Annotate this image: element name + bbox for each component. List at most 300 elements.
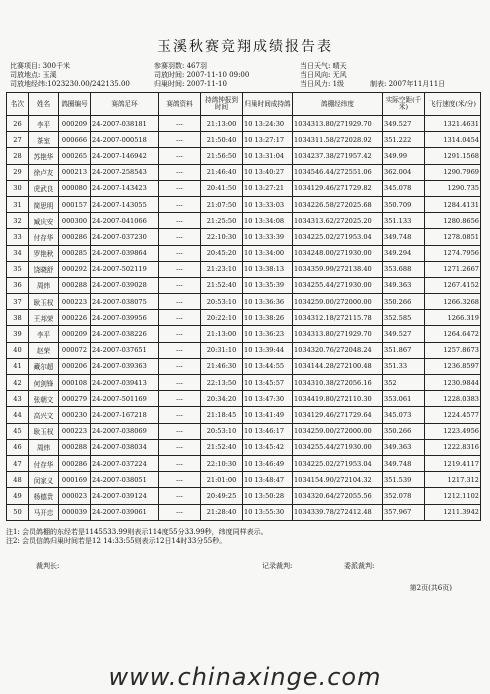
name-cell: 付存华 <box>29 229 59 245</box>
results-table <box>6 92 481 521</box>
coords-cell: 1034154.90/272104.32 <box>293 472 383 488</box>
info-cell: --- <box>159 439 201 455</box>
rank-cell: 26 <box>7 116 29 132</box>
distance-cell: 351.133 <box>383 213 425 229</box>
info-cell: --- <box>159 196 201 212</box>
clock-time-cell: 22:10:30 <box>201 229 243 245</box>
rank-cell: 43 <box>7 391 29 407</box>
info-cell: --- <box>159 358 201 374</box>
arrival-time-cell: 10 13:27:17 <box>243 132 293 148</box>
band-cell: 24-2007-146942 <box>91 148 159 164</box>
rank-cell: 37 <box>7 294 29 310</box>
info-cell: --- <box>159 116 201 132</box>
coords-cell: 1034419.80/272110.30 <box>293 391 383 407</box>
clock-time-cell: 20:49:25 <box>201 488 243 504</box>
name-cell: 耿玉权 <box>29 423 59 439</box>
footnote-2: 注2: 会员信鸽归巢时间若是12 14:33:55则表示12日14时33分55秒。 <box>6 537 227 545</box>
rank-cell: 30 <box>7 180 29 196</box>
name-cell: 杨德贵 <box>29 488 59 504</box>
report-title: 玉溪秋赛竞翔成绩报告表 <box>157 39 333 55</box>
info-cell: --- <box>159 342 201 358</box>
name-cell: 臧庆安 <box>29 213 59 229</box>
name-cell: 闵家义 <box>29 472 59 488</box>
arrival-time-cell: 10 13:41:49 <box>243 407 293 423</box>
band-cell: 24-2007-167218 <box>91 407 159 423</box>
clock-time-cell: 20:41:50 <box>201 180 243 196</box>
info-cell: --- <box>159 213 201 229</box>
ring-id-cell: 000230 <box>59 407 91 423</box>
delegate-referee-label: 委派裁判: <box>344 562 375 570</box>
distance-cell: 350.266 <box>383 294 425 310</box>
band-cell: 24-2007-038181 <box>91 116 159 132</box>
name-cell: 徐卢友 <box>29 164 59 180</box>
distance-cell: 349.363 <box>383 439 425 455</box>
info-cell: --- <box>159 164 201 180</box>
rank-cell: 39 <box>7 326 29 342</box>
band-cell: 24-2007-143423 <box>91 180 159 196</box>
distance-cell: 349.527 <box>383 116 425 132</box>
ring-id-cell: 000023 <box>59 488 91 504</box>
clock-time-cell: 20:22:10 <box>201 310 243 326</box>
distance-cell: 349.294 <box>383 245 425 261</box>
name-cell: 耿玉权 <box>29 294 59 310</box>
name-cell: 罗艳秋 <box>29 245 59 261</box>
ring-id-cell: 000080 <box>59 180 91 196</box>
speed-cell: 1224.4577 <box>425 407 481 423</box>
meta-race-item: 比赛项目: 300千米 <box>10 62 70 70</box>
table-row <box>7 245 481 261</box>
ring-id-cell: 000223 <box>59 423 91 439</box>
rank-cell: 49 <box>7 488 29 504</box>
coords-cell: 1034225.02/271953.04 <box>293 229 383 245</box>
clock-time-cell: 21:52:40 <box>201 439 243 455</box>
name-cell: 苏艳华 <box>29 148 59 164</box>
clock-time-cell: 20:34:20 <box>201 391 243 407</box>
coords-cell: 1034259.00/272000.00 <box>293 294 383 310</box>
distance-cell: 349.363 <box>383 277 425 293</box>
table-row <box>7 488 481 504</box>
name-cell: 张朝文 <box>29 391 59 407</box>
distance-cell: 362.004 <box>383 164 425 180</box>
meta-release-place: 司放地点: 玉溪 <box>10 71 57 79</box>
speed-cell: 1280.8656 <box>425 213 481 229</box>
rank-cell: 42 <box>7 375 29 391</box>
speed-cell: 1257.8673 <box>425 342 481 358</box>
coords-cell: 1034259.00/272000.00 <box>293 423 383 439</box>
info-cell: --- <box>159 148 201 164</box>
ring-id-cell: 000226 <box>59 310 91 326</box>
speed-cell: 1222.8316 <box>425 439 481 455</box>
meta-column-1 <box>10 62 130 89</box>
band-cell: 24-2007-258543 <box>91 164 159 180</box>
rank-cell: 32 <box>7 213 29 229</box>
name-cell: 马开忠 <box>29 504 59 520</box>
distance-cell: 345.073 <box>383 407 425 423</box>
column-header: 实际空距(千米) <box>383 93 425 116</box>
band-cell: 24-2007-038069 <box>91 423 159 439</box>
arrival-time-cell: 10 13:38:13 <box>243 261 293 277</box>
arrival-time-cell: 10 13:34:00 <box>243 245 293 261</box>
distance-cell: 351.222 <box>383 132 425 148</box>
info-cell: --- <box>159 391 201 407</box>
arrival-time-cell: 10 13:27:21 <box>243 180 293 196</box>
ring-id-cell: 000292 <box>59 261 91 277</box>
band-cell: 24-2007-039061 <box>91 504 159 520</box>
clock-time-cell: 20:53:10 <box>201 423 243 439</box>
band-cell: 24-2007-038051 <box>91 472 159 488</box>
clock-time-cell: 20:45:20 <box>201 245 243 261</box>
meta-column-3 <box>300 62 347 89</box>
table-row <box>7 439 481 455</box>
info-cell: --- <box>159 375 201 391</box>
info-cell: --- <box>159 294 201 310</box>
table-row <box>7 180 481 196</box>
distance-cell: 350.266 <box>383 423 425 439</box>
info-cell: --- <box>159 423 201 439</box>
coords-cell: 1034320.76/272048.24 <box>293 342 383 358</box>
speed-cell: 1236.8597 <box>425 358 481 374</box>
clock-time-cell: 21:52:40 <box>201 277 243 293</box>
distance-cell: 349.748 <box>383 455 425 471</box>
coords-cell: 1034255.44/271930.00 <box>293 277 383 293</box>
rank-cell: 35 <box>7 261 29 277</box>
table-row <box>7 261 481 277</box>
coords-cell: 1034546.44/272551.06 <box>293 164 383 180</box>
ring-id-cell: 000039 <box>59 504 91 520</box>
ring-id-cell: 000286 <box>59 229 91 245</box>
coords-cell: 1034359.99/272138.40 <box>293 261 383 277</box>
ring-id-cell: 000286 <box>59 455 91 471</box>
info-cell: --- <box>159 261 201 277</box>
coords-cell: 1034226.58/272025.68 <box>293 196 383 212</box>
rank-cell: 41 <box>7 358 29 374</box>
band-cell: 24-2007-039028 <box>91 277 159 293</box>
band-cell: 24-2007-039864 <box>91 245 159 261</box>
ring-id-cell: 000288 <box>59 277 91 293</box>
meta-release-coords: 司放地经纬:1023230.00/242135.00 <box>10 80 130 88</box>
referee-signature-label: 裁判长: <box>36 562 60 570</box>
rank-cell: 40 <box>7 342 29 358</box>
ring-id-cell: 000223 <box>59 294 91 310</box>
meta-column-2 <box>154 62 249 89</box>
clock-time-cell: 22:13:50 <box>201 375 243 391</box>
info-cell: --- <box>159 504 201 520</box>
rank-cell: 36 <box>7 277 29 293</box>
arrival-time-cell: 10 13:47:30 <box>243 391 293 407</box>
speed-cell: 1278.0851 <box>425 229 481 245</box>
arrival-time-cell: 10 13:33:03 <box>243 196 293 212</box>
table-row <box>7 358 481 374</box>
table-row <box>7 504 481 520</box>
table-body <box>7 116 481 521</box>
table-row <box>7 229 481 245</box>
distance-cell: 351.867 <box>383 342 425 358</box>
distance-cell: 351.33 <box>383 358 425 374</box>
distance-cell: 357.967 <box>383 504 425 520</box>
speed-cell: 1274.7956 <box>425 245 481 261</box>
coords-cell: 1034320.64/272055.56 <box>293 488 383 504</box>
speed-cell: 1228.0383 <box>425 391 481 407</box>
arrival-time-cell: 10 13:55:30 <box>243 504 293 520</box>
table-row <box>7 277 481 293</box>
column-header: 飞行速度(米/分) <box>425 93 481 116</box>
ring-id-cell: 000279 <box>59 391 91 407</box>
ring-id-cell: 000666 <box>59 132 91 148</box>
clock-time-cell: 22:10:30 <box>201 455 243 471</box>
clock-time-cell: 21:28:40 <box>201 504 243 520</box>
band-cell: 24-2007-041066 <box>91 213 159 229</box>
ring-id-cell: 000209 <box>59 326 91 342</box>
rank-cell: 29 <box>7 164 29 180</box>
coords-cell: 1034144.28/272100.48 <box>293 358 383 374</box>
band-cell: 24-2007-039124 <box>91 488 159 504</box>
column-header: 名次 <box>7 93 29 116</box>
arrival-time-cell: 10 13:45:57 <box>243 375 293 391</box>
name-cell: 赵荣 <box>29 342 59 358</box>
rank-cell: 47 <box>7 455 29 471</box>
arrival-time-cell: 10 13:31:04 <box>243 148 293 164</box>
band-cell: 24-2007-037224 <box>91 455 159 471</box>
ring-id-cell: 000265 <box>59 148 91 164</box>
info-cell: --- <box>159 472 201 488</box>
band-cell: 24-2007-037230 <box>91 229 159 245</box>
rank-cell: 33 <box>7 229 29 245</box>
distance-cell: 352 <box>383 375 425 391</box>
ring-id-cell: 000206 <box>59 358 91 374</box>
rank-cell: 31 <box>7 196 29 212</box>
coords-cell: 1034311.58/272028.92 <box>293 132 383 148</box>
band-cell: 24-2007-039956 <box>91 310 159 326</box>
ring-id-cell: 000169 <box>59 472 91 488</box>
arrival-time-cell: 10 13:48:47 <box>243 472 293 488</box>
band-cell: 24-2007-143055 <box>91 196 159 212</box>
coords-cell: 1034248.00/271930.00 <box>293 245 383 261</box>
rank-cell: 50 <box>7 504 29 520</box>
speed-cell: 1266.3268 <box>425 294 481 310</box>
clock-time-cell: 21:46:40 <box>201 164 243 180</box>
speed-cell: 1264.6472 <box>425 326 481 342</box>
rank-cell: 34 <box>7 245 29 261</box>
ring-id-cell: 000285 <box>59 245 91 261</box>
meta-entries: 参赛羽数: 467羽 <box>154 62 207 70</box>
distance-cell: 349.748 <box>383 229 425 245</box>
meta-return-time: 归巢时间: 2007-11-10 <box>154 80 227 88</box>
column-header: 赛鸽资料 <box>159 93 201 116</box>
column-header: 姓名 <box>29 93 59 116</box>
speed-cell: 1284.4131 <box>425 196 481 212</box>
table-row <box>7 213 481 229</box>
clock-time-cell: 21:23:10 <box>201 261 243 277</box>
coords-cell: 1034129.46/271729.82 <box>293 180 383 196</box>
arrival-time-cell: 10 13:39:44 <box>243 342 293 358</box>
table-row <box>7 375 481 391</box>
speed-cell: 1290.7969 <box>425 164 481 180</box>
rank-cell: 45 <box>7 423 29 439</box>
clock-time-cell: 21:50:40 <box>201 132 243 148</box>
info-cell: --- <box>159 132 201 148</box>
name-cell: 王邦荣 <box>29 310 59 326</box>
coords-cell: 1034225.02/271953.04 <box>293 455 383 471</box>
distance-cell: 352.078 <box>383 488 425 504</box>
table-row <box>7 423 481 439</box>
table-row <box>7 407 481 423</box>
table-row <box>7 342 481 358</box>
arrival-time-cell: 10 13:46:49 <box>243 455 293 471</box>
coords-cell: 1034313.62/272025.20 <box>293 213 383 229</box>
column-header: 鸽棚经纬度 <box>293 93 383 116</box>
watermark-url: www.chinaxinge.com <box>108 663 382 691</box>
speed-cell: 1267.4152 <box>425 277 481 293</box>
ring-id-cell: 000072 <box>59 342 91 358</box>
distance-cell: 353.061 <box>383 391 425 407</box>
coords-cell: 1034313.80/271929.70 <box>293 326 383 342</box>
coords-cell: 1034255.44/271930.00 <box>293 439 383 455</box>
name-cell: 虎武良 <box>29 180 59 196</box>
info-cell: --- <box>159 180 201 196</box>
clock-time-cell: 21:56:50 <box>201 148 243 164</box>
rank-cell: 46 <box>7 439 29 455</box>
clock-time-cell: 21:13:00 <box>201 326 243 342</box>
coords-cell: 1034237.38/271957.42 <box>293 148 383 164</box>
coords-cell: 1034312.18/272115.78 <box>293 310 383 326</box>
speed-cell: 1290.735 <box>425 180 481 196</box>
info-cell: --- <box>159 407 201 423</box>
arrival-time-cell: 10 13:50:28 <box>243 488 293 504</box>
table-row <box>7 132 481 148</box>
speed-cell: 1219.4117 <box>425 455 481 471</box>
meta-weather: 当日天气: 晴天 <box>300 62 347 70</box>
clock-time-cell: 20:31:10 <box>201 342 243 358</box>
record-referee-label: 记录裁判: <box>262 562 293 570</box>
info-cell: --- <box>159 455 201 471</box>
arrival-time-cell: 10 13:24:30 <box>243 116 293 132</box>
band-cell: 24-2007-038034 <box>91 439 159 455</box>
table-row <box>7 196 481 212</box>
arrival-time-cell: 10 13:36:36 <box>243 294 293 310</box>
speed-cell: 1211.3942 <box>425 504 481 520</box>
table-row <box>7 472 481 488</box>
column-header: 鸽圈编号 <box>59 93 91 116</box>
rank-cell: 48 <box>7 472 29 488</box>
meta-made-date: 制表: 2007年11月11日 <box>370 80 446 88</box>
arrival-time-cell: 10 13:33:39 <box>243 229 293 245</box>
arrival-time-cell: 10 13:36:23 <box>243 326 293 342</box>
name-cell: 茶室 <box>29 132 59 148</box>
table-row <box>7 326 481 342</box>
arrival-time-cell: 10 13:35:39 <box>243 277 293 293</box>
column-header: 持鸽钟报到时间 <box>201 93 243 116</box>
band-cell: 24-2007-000518 <box>91 132 159 148</box>
band-cell: 24-2007-501169 <box>91 391 159 407</box>
ring-id-cell: 000157 <box>59 196 91 212</box>
band-cell: 24-2007-038075 <box>91 294 159 310</box>
speed-cell: 1314.0454 <box>425 132 481 148</box>
clock-time-cell: 21:25:50 <box>201 213 243 229</box>
name-cell: 周炜 <box>29 439 59 455</box>
ring-id-cell: 000108 <box>59 375 91 391</box>
coords-cell: 1034310.38/272056.16 <box>293 375 383 391</box>
table-row <box>7 455 481 471</box>
footnotes <box>6 528 268 546</box>
clock-time-cell: 21:07:50 <box>201 196 243 212</box>
speed-cell: 1217.312 <box>425 472 481 488</box>
name-cell: 周炜 <box>29 277 59 293</box>
rank-cell: 38 <box>7 310 29 326</box>
ring-id-cell: 000288 <box>59 439 91 455</box>
footnote-1: 注1: 会员鸽棚的东经若是1145533.99则表示114度55分33.99秒，纬度同样表示。 <box>6 528 268 536</box>
table-row <box>7 116 481 132</box>
table-row <box>7 391 481 407</box>
name-cell: 藏尔超 <box>29 358 59 374</box>
speed-cell: 1266.319 <box>425 310 481 326</box>
speed-cell: 1230.9844 <box>425 375 481 391</box>
band-cell: 24-2007-039413 <box>91 375 159 391</box>
arrival-time-cell: 10 13:44:55 <box>243 358 293 374</box>
distance-cell: 351.539 <box>383 472 425 488</box>
band-cell: 24-2007-038226 <box>91 326 159 342</box>
column-header: 赛鸽足环 <box>91 93 159 116</box>
clock-time-cell: 20:53:10 <box>201 294 243 310</box>
table-row <box>7 310 481 326</box>
band-cell: 24-2007-039363 <box>91 358 159 374</box>
speed-cell: 1321.4631 <box>425 116 481 132</box>
arrival-time-cell: 10 13:38:26 <box>243 310 293 326</box>
distance-cell: 349.527 <box>383 326 425 342</box>
meta-wind-direction: 当日风向: 无风 <box>300 71 347 79</box>
coords-cell: 1034339.78/272412.48 <box>293 504 383 520</box>
ring-id-cell: 000300 <box>59 213 91 229</box>
speed-cell: 1223.4956 <box>425 423 481 439</box>
arrival-time-cell: 10 13:46:17 <box>243 423 293 439</box>
rank-cell: 27 <box>7 132 29 148</box>
distance-cell: 349.99 <box>383 148 425 164</box>
coords-cell: 1034313.80/271929.70 <box>293 116 383 132</box>
page-number: 第2页(共6页) <box>409 584 452 592</box>
ring-id-cell: 000209 <box>59 116 91 132</box>
info-cell: --- <box>159 326 201 342</box>
name-cell: 付存华 <box>29 455 59 471</box>
distance-cell: 345.078 <box>383 180 425 196</box>
name-cell: 简思明 <box>29 196 59 212</box>
speed-cell: 1212.1102 <box>425 488 481 504</box>
table-row <box>7 148 481 164</box>
arrival-time-cell: 10 13:40:27 <box>243 164 293 180</box>
table-header-row <box>7 93 481 116</box>
ring-id-cell: 000213 <box>59 164 91 180</box>
info-cell: --- <box>159 245 201 261</box>
speed-cell: 1271.2667 <box>425 261 481 277</box>
clock-time-cell: 21:01:00 <box>201 472 243 488</box>
table-row <box>7 294 481 310</box>
speed-cell: 1291.1568 <box>425 148 481 164</box>
meta-release-time: 司放时间: 2007-11-10 09:00 <box>154 71 250 79</box>
distance-cell: 353.688 <box>383 261 425 277</box>
name-cell: 何剑锋 <box>29 375 59 391</box>
arrival-time-cell: 10 13:45:42 <box>243 439 293 455</box>
distance-cell: 350.709 <box>383 196 425 212</box>
coords-cell: 1034129.46/271729.64 <box>293 407 383 423</box>
rank-cell: 44 <box>7 407 29 423</box>
info-cell: --- <box>159 488 201 504</box>
arrival-time-cell: 10 13:34:08 <box>243 213 293 229</box>
info-cell: --- <box>159 277 201 293</box>
info-cell: --- <box>159 310 201 326</box>
distance-cell: 352.585 <box>383 310 425 326</box>
band-cell: 24-2007-502119 <box>91 261 159 277</box>
band-cell: 24-2007-037651 <box>91 342 159 358</box>
clock-time-cell: 21:13:00 <box>201 116 243 132</box>
name-cell: 高兴文 <box>29 407 59 423</box>
